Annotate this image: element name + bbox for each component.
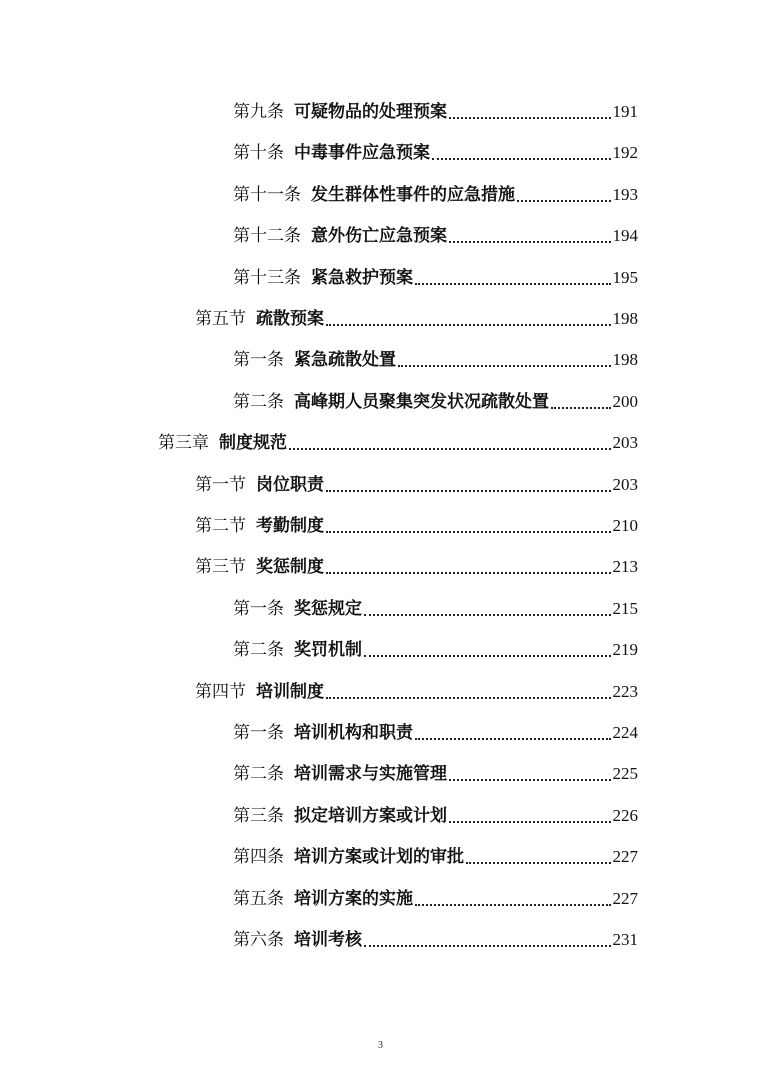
toc-entry-number: 第一条 [233, 722, 284, 743]
dot-leader [326, 531, 611, 533]
toc-entry-number: 第四节 [195, 681, 246, 702]
toc-entry-title: 培训方案或计划的审批 [294, 846, 464, 867]
toc-entry-number: 第十一条 [233, 184, 301, 205]
toc-entry-page: 195 [612, 267, 638, 287]
toc-entry-number: 第二条 [233, 639, 284, 660]
toc-entry-page: 219 [612, 639, 638, 659]
toc-entry-title: 考勤制度 [256, 515, 324, 536]
toc-entry-number: 第九条 [233, 101, 284, 122]
toc-entry-page: 227 [612, 888, 638, 908]
toc-entry-number: 第二节 [195, 515, 246, 536]
toc-entry-page: 193 [612, 184, 638, 204]
table-of-contents [0, 91, 761, 961]
toc-entry-number: 第四条 [233, 846, 284, 867]
toc-entry-title: 奖惩规定 [294, 598, 362, 619]
toc-entry[interactable] [233, 257, 638, 298]
dot-leader [326, 572, 611, 574]
toc-entry[interactable] [195, 298, 638, 339]
dot-leader [326, 490, 611, 492]
toc-entry-page: 227 [612, 846, 638, 866]
toc-entry-page: 203 [612, 432, 638, 452]
toc-entry[interactable] [233, 878, 638, 919]
toc-entry-page: 192 [612, 142, 638, 162]
toc-entry[interactable] [233, 836, 638, 877]
toc-entry-number: 第一节 [195, 474, 246, 495]
toc-entry-title: 紧急救护预案 [311, 267, 413, 288]
toc-entry-title: 可疑物品的处理预案 [294, 101, 447, 122]
toc-entry[interactable] [195, 546, 638, 587]
toc-entry[interactable] [233, 795, 638, 836]
toc-entry-number: 第五节 [195, 308, 246, 329]
toc-entry-title: 中毒事件应急预案 [294, 142, 430, 163]
dot-leader [432, 158, 611, 160]
toc-entry[interactable] [233, 174, 638, 215]
toc-entry-page: 203 [612, 474, 638, 494]
toc-entry-number: 第十三条 [233, 267, 301, 288]
toc-entry-number: 第十二条 [233, 225, 301, 246]
toc-entry-title: 培训机构和职责 [294, 722, 413, 743]
dot-leader [364, 655, 611, 657]
toc-entry-page: 194 [612, 225, 638, 245]
dot-leader [326, 324, 611, 326]
toc-entry-page: 213 [612, 556, 638, 576]
dot-leader [398, 365, 611, 367]
toc-entry[interactable] [233, 215, 638, 256]
dot-leader [326, 697, 611, 699]
toc-entry[interactable] [233, 712, 638, 753]
toc-entry-number: 第一条 [233, 598, 284, 619]
toc-entry[interactable] [195, 671, 638, 712]
toc-entry[interactable] [233, 381, 638, 422]
toc-entry[interactable] [233, 91, 638, 132]
dot-leader [517, 200, 611, 202]
toc-entry[interactable] [195, 505, 638, 546]
toc-entry-title: 疏散预案 [256, 308, 324, 329]
dot-leader [449, 821, 611, 823]
toc-entry-title: 制度规范 [219, 432, 287, 453]
toc-entry[interactable] [233, 339, 638, 380]
toc-entry-number: 第二条 [233, 763, 284, 784]
dot-leader [449, 241, 611, 243]
toc-entry[interactable] [195, 464, 638, 505]
dot-leader [415, 738, 611, 740]
dot-leader [415, 283, 611, 285]
toc-entry-number: 第五条 [233, 888, 284, 909]
toc-entry-number: 第三节 [195, 556, 246, 577]
page-number: 3 [378, 1040, 383, 1051]
toc-entry-page: 191 [612, 101, 638, 121]
toc-entry-title: 培训考核 [294, 929, 362, 950]
toc-entry-title: 培训方案的实施 [294, 888, 413, 909]
toc-entry-title: 高峰期人员聚集突发状况疏散处置 [294, 391, 549, 412]
toc-entry-page: 215 [612, 598, 638, 618]
toc-entry-title: 奖惩制度 [256, 556, 324, 577]
toc-entry-page: 225 [612, 763, 638, 783]
toc-entry-page: 231 [612, 929, 638, 949]
toc-entry[interactable] [233, 629, 638, 670]
toc-entry-page: 224 [612, 722, 638, 742]
toc-entry-number: 第二条 [233, 391, 284, 412]
toc-entry-page: 198 [612, 308, 638, 328]
toc-entry[interactable] [233, 132, 638, 173]
toc-entry[interactable] [233, 588, 638, 629]
toc-entry-title: 岗位职责 [256, 474, 324, 495]
dot-leader [449, 117, 611, 119]
toc-entry-page: 210 [612, 515, 638, 535]
dot-leader [449, 779, 611, 781]
toc-entry-title: 拟定培训方案或计划 [294, 805, 447, 826]
toc-entry-page: 198 [612, 349, 638, 369]
toc-entry-number: 第十条 [233, 142, 284, 163]
dot-leader [364, 945, 611, 947]
dot-leader [415, 904, 611, 906]
toc-entry[interactable] [158, 422, 638, 463]
toc-entry-page: 226 [612, 805, 638, 825]
toc-entry-title: 紧急疏散处置 [294, 349, 396, 370]
toc-entry-title: 发生群体性事件的应急措施 [311, 184, 515, 205]
toc-entry[interactable] [233, 919, 638, 960]
toc-entry-title: 培训需求与实施管理 [294, 763, 447, 784]
toc-entry-page: 200 [612, 391, 638, 411]
toc-entry-number: 第三条 [233, 805, 284, 826]
toc-entry-title: 培训制度 [256, 681, 324, 702]
toc-entry-number: 第六条 [233, 929, 284, 950]
toc-entry[interactable] [233, 753, 638, 794]
toc-entry-number: 第一条 [233, 349, 284, 370]
dot-leader [551, 407, 611, 409]
dot-leader [364, 614, 611, 616]
toc-entry-title: 奖罚机制 [294, 639, 362, 660]
dot-leader [466, 862, 611, 864]
toc-entry-number: 第三章 [158, 432, 209, 453]
toc-entry-page: 223 [612, 681, 638, 701]
toc-entry-title: 意外伤亡应急预案 [311, 225, 447, 246]
dot-leader [289, 448, 611, 450]
